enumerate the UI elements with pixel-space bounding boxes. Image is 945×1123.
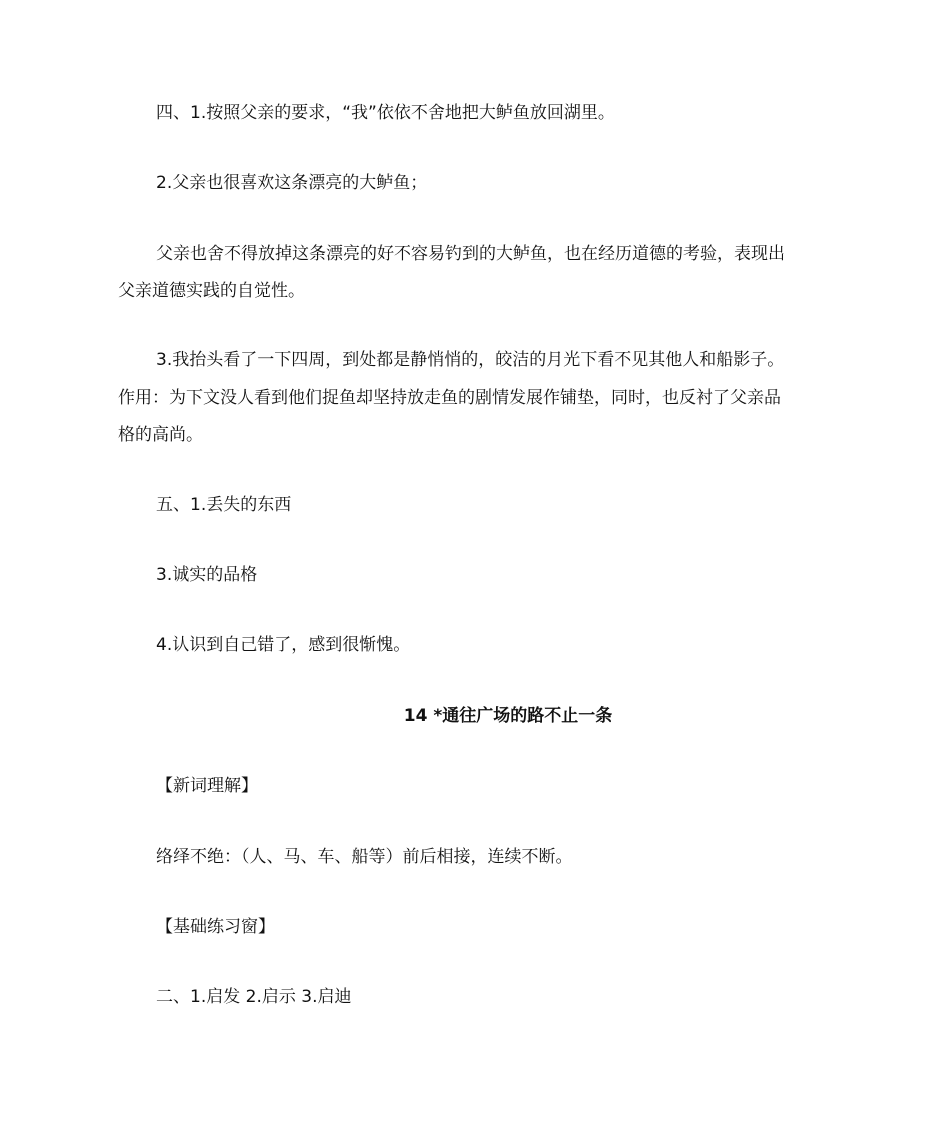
section5-item4: 4.认识到自己错了，感到很惭愧。 <box>156 635 411 655</box>
vocab-entry: 络绎不绝：（人、马、车、船等）前后相接，连续不断。 <box>156 847 573 867</box>
section4-item3-line1: 3.我抬头看了一下四周，到处都是静悄悄的，皎洁的月光下看不见其他人和船影子。 <box>156 350 785 370</box>
lesson-title: 14 *通往广场的路不止一条 <box>403 706 613 726</box>
practice-header: 【基础练习窗】 <box>156 917 275 937</box>
section4-item2: 2.父亲也很喜欢这条漂亮的大鲈鱼； <box>156 173 428 193</box>
vocab-header: 【新词理解】 <box>156 776 258 796</box>
section4-item3-line3: 格的高尚。 <box>118 425 203 445</box>
section4-item3-line2: 作用：为下文没人看到他们捉鱼却坚持放走鱼的剧情发展作铺垫，同时，也反衬了父亲品 <box>118 388 781 408</box>
practice-item: 二、1.启发 2.启示 3.启迪 <box>156 987 352 1007</box>
section5-item1: 五、1.丢失的东西 <box>156 495 292 515</box>
section4-item2-detail-line2: 父亲道德实践的自觉性。 <box>118 281 305 301</box>
section4-item1: 四、1.按照父亲的要求，“我”依依不舍地把大鲈鱼放回湖里。 <box>156 103 615 123</box>
section4-item2-detail-line1: 父亲也舍不得放掉这条漂亮的好不容易钓到的大鲈鱼，也在经历道德的考验，表现出 <box>156 244 785 264</box>
section5-item3: 3.诚实的品格 <box>156 565 258 585</box>
